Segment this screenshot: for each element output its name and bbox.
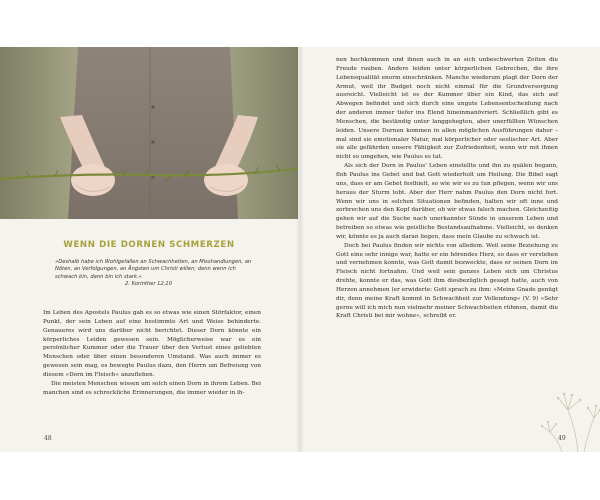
paragraph: nen hochkommen und ihnen auch in an sich unbeschwerten Zeiten die Freude rauben. Andere leiden unter körperlichen Gebrechen, die ihre Lebensqualität enorm einschränken. Manche wiederum plagt der Dorn der Armut, weil ihr Budget noch nicht einmal für die Grundversorgung ausreicht. Vielleicht ist es der Kummer über ein Kind, das sich auf Abwegen befindet und sich durch eine ungute Lebensentscheidung nach der anderen immer tiefer ins Elend hineinmanövriert. Schließlich gibt es Menschen, die beständig unter langgehegten, aber unerfüllten Wünschen leiden. Unsere Dornen kommen in allen möglichen Ausführungen daher – mal sind sie emotionaler Natur, mal körperlicher oder seelischer Art. Aber sie alle gefährden unsere Fähigkeit zur Zufriedenheit, wenn wir mit ihnen nicht so umgehen, wie Paulus es tat. [336,57,558,161]
right-body-text [336,56,558,321]
paragraph: Als sich der Dorn in Paulus' Leben einstellte und ihn zu quälen begann, floh Paulus ins Gebet und bat Gott wiederholt um Heilung. Die Bibel sagt uns, dass er am Gebet festhielt, so wie wir es zu tun pflegen, wenn wir uns heraus der Sturm tobt. Aber der Herr nahm Paulus den Dorn nicht fort. Wenn wir uns in solchen Situationen befinden, halten wir oft inne und zerbrechen uns den Kopf darüber, ob wir etwas falsch machen. Gleichzeitig gehen wir auf die Suche nach unerkannter Sünde in unserem Leben und betreiben so etwas wie geistliche Bestandsaufnahme. Vielleicht, so denken wir, könnte es ja auch daran liegen, dass mein Glaube zu schwach ist. [336,163,558,240]
page-number: 49 [558,435,566,442]
section-title: WENN DIE DORNEN SCHMERZEN [63,240,235,250]
hands-holding-thorn-branch-photo [0,47,298,219]
bible-quote [55,259,255,289]
paragraph: Doch bei Paulus finden wir nichts von alledem. Weil seine Beziehung zu Gott eine sehr innige war, hatte er ein hörendes Herz, so dass er verstehen und vernehmen konnte, was Gott damit bezweckte, dass er seinen Dorn im Fleisch nicht fortnahm. Und weil sein ganzes Leben sich um Christus drehte, konnte er das, was Gott ihm diesbezüglich gesagt hatte, auch von Herzen annehmen (er erwiderte: Gott sprach zu ihm: »Meine Gnade genügt dir, denn meine Kraft kommt in Schwachheit zur Vollendung« (V. 9) »Sehr gerne will ich mich nun vielmehr meiner Schwachheiten rühmen, damit die Kraft Christi bei mir wohne«, schreibt er. [336,242,558,320]
book-spread [0,47,600,452]
right-page [300,47,600,452]
decorative-plant-icon [538,370,600,452]
left-body-text [43,309,261,397]
quote-reference: 2. Korinther 12,10 [125,281,172,288]
photo-illustration [0,47,298,219]
paragraph: Im Leben des Apostels Paulus gab es so etwas wie einen Störfaktor, einen Punkt, der sein Leben auf eine bestimmte Art und Weise behinderte. Genaueres wird uns darüber nicht berichtet. Dieser Dorn könnte ein körperliches Leiden gewesen sein. Möglicherweise war es ein persönlicher Kummer oder die Trauer über den Verlust eines geliebten Menschen oder über einen besonderen Umstand. Was auch immer es gewesen sein mag, es bewegte Paulus dazu, den Herrn um Befreiung von diesem »Dorn im Fleisch« anzuflehen. [43,310,261,378]
paragraph: Die meisten Menschen wissen um solch einen Dorn in ihrem Leben. Bei manchen sind es schreckliche Erinnerungen, die immer wieder in ih- [43,380,261,396]
page-number: 48 [44,435,52,442]
quote-text: »Deshalb habe ich Wohlgefallen an Schwachheiten, an Misshandlungen, an Nöten, an Verfolgungen, an Ängsten um Christi willen; denn wenn ich schwach bin, dann bin ich stark.« [55,259,252,280]
left-page [0,47,300,452]
